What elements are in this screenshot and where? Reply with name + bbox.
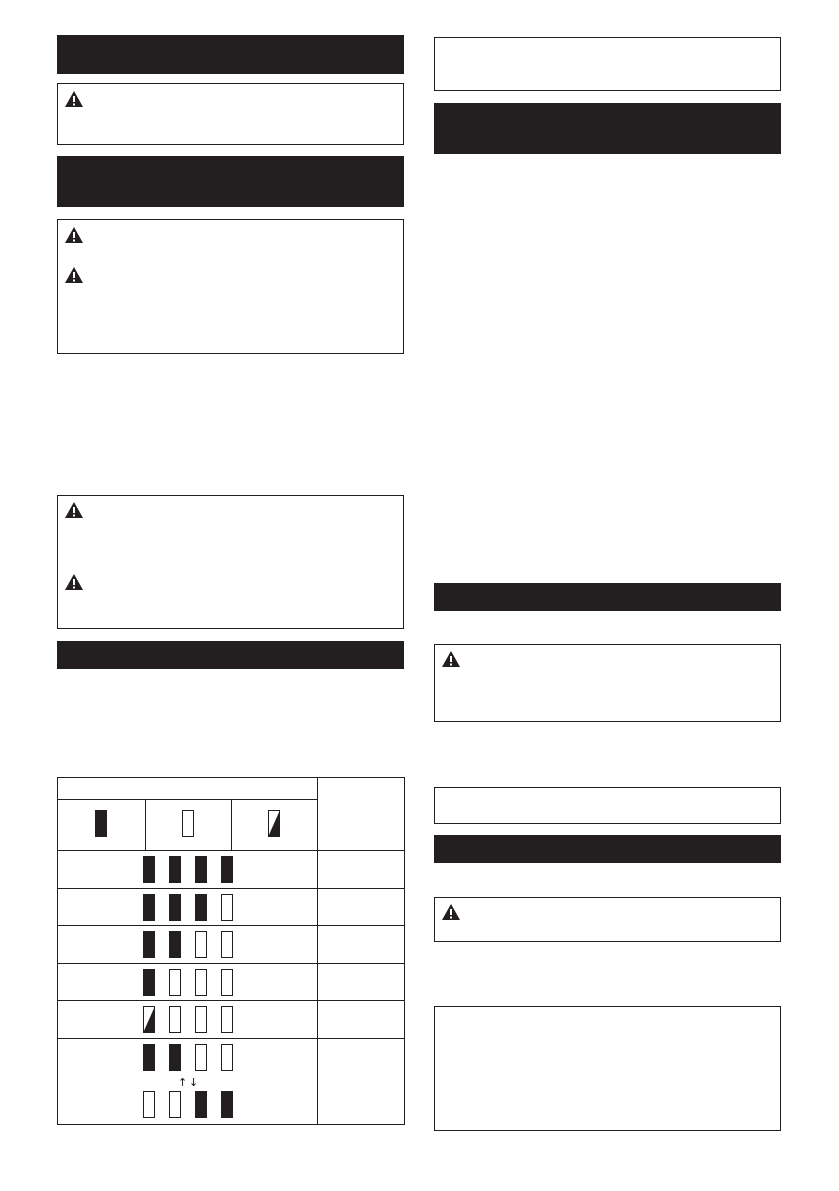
indicator-led-blinking	[143, 1006, 155, 1033]
indicator-led-on	[143, 969, 155, 996]
indicator-led-on	[143, 931, 155, 958]
warning-triangle-icon	[65, 574, 83, 590]
indicator-led-off	[221, 931, 233, 958]
warning-triangle-icon	[442, 904, 460, 920]
warning-box-3	[57, 495, 404, 629]
warning-triangle-icon	[65, 91, 83, 107]
warning-triangle-icon	[65, 267, 83, 283]
indicator-led-on	[169, 894, 181, 921]
section-heading-bar-1	[57, 35, 404, 74]
indicator-led-on	[169, 856, 181, 883]
indicator-led-off	[169, 1006, 181, 1033]
indicator-led-on	[195, 1091, 207, 1118]
indicator-led-on	[195, 894, 207, 921]
indicator-led-off	[195, 969, 207, 996]
indicator-led-on	[169, 1044, 181, 1071]
indicator-led-off	[221, 969, 233, 996]
warning-triangle-icon	[65, 227, 83, 243]
indicator-led-on	[143, 894, 155, 921]
indicator-led-off	[195, 1044, 207, 1071]
table-divider	[317, 778, 318, 1124]
warning-triangle-icon	[65, 502, 83, 518]
section-heading-bar-2	[57, 156, 404, 207]
warning-box-4	[434, 644, 781, 722]
section-heading-bar-3	[57, 641, 404, 669]
warning-box-5	[434, 897, 781, 942]
arrow-up-icon: ↑	[178, 1076, 188, 1089]
indicator-led-on	[143, 856, 155, 883]
battery-indicator-table	[57, 777, 405, 1125]
indicator-led-on	[221, 856, 233, 883]
section-heading-bar-5	[434, 583, 781, 611]
indicator-rows	[58, 778, 317, 1124]
indicator-led-on	[221, 1091, 233, 1118]
warning-box-1	[57, 83, 404, 145]
section-heading-bar-6	[434, 835, 781, 863]
indicator-led-on	[169, 931, 181, 958]
indicator-led-off	[143, 1091, 155, 1118]
indicator-led-off	[221, 1006, 233, 1033]
indicator-led-off	[169, 969, 181, 996]
indicator-led-on	[195, 856, 207, 883]
indicator-led-on	[143, 1044, 155, 1071]
section-heading-bar-4	[434, 103, 781, 154]
indicator-led-off	[195, 1006, 207, 1033]
indicator-led-off	[221, 1044, 233, 1071]
warning-box-2	[57, 219, 404, 354]
indicator-led-off	[195, 931, 207, 958]
note-box-3	[434, 1006, 781, 1131]
note-box-1	[434, 37, 781, 91]
warning-triangle-icon	[442, 651, 460, 667]
indicator-led-off	[169, 1091, 181, 1118]
indicator-led-off	[221, 894, 233, 921]
note-box-2	[434, 787, 781, 824]
arrow-down-icon: ↓	[189, 1076, 199, 1089]
